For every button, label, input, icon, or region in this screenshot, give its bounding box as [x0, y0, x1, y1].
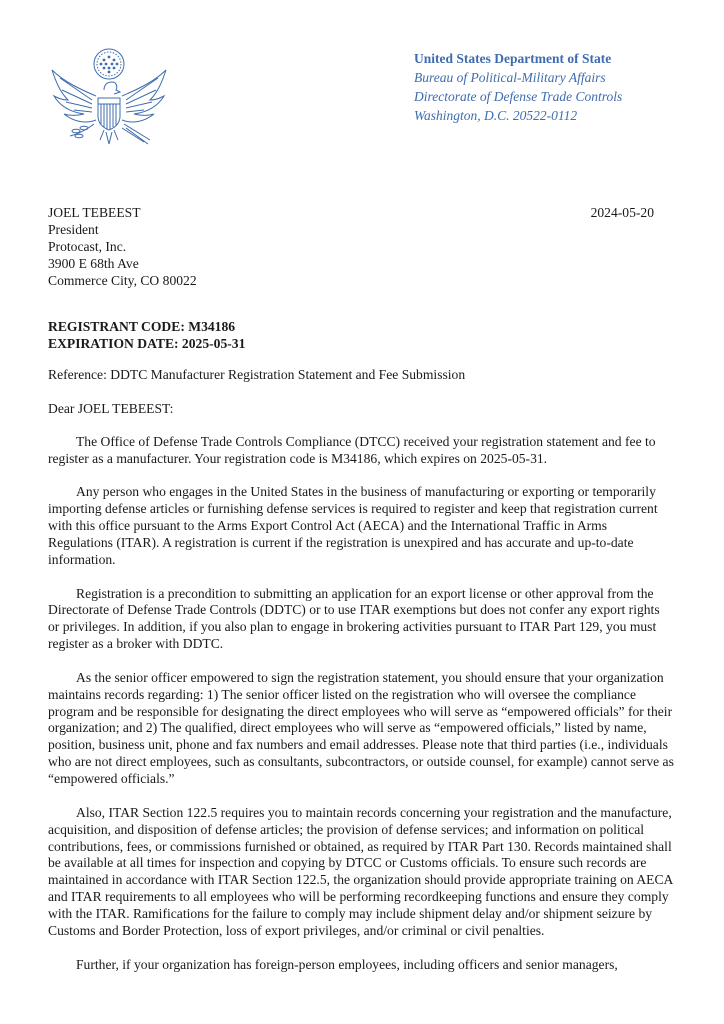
letterhead: [414, 49, 622, 125]
body-paragraph: Also, ITAR Section 122.5 requires you to maintain records concerning your registration and the manufacture, acquisition, and disposition of defense articles; the provision of defense services; and information on political contributions, fees, or commissions furnished or obtained, as required by ITAR Part 130. Records maintained shall be available at all times for inspection and copying by DTCC or Customs officials. To ensure such records are maintained in accordance with ITAR Section 122.5, the organization should provide appropriate training on AECA and ITAR requirements to all employees who will be performing recordkeeping functions and ensure they comply with the ITAR. Ramifications for the failure to comply may include shipment delay and/or shipment seizure by Customs and Border Protection, loss of export privileges, and/or criminal or civil penalties.: [48, 804, 673, 939]
body-paragraph: Any person who engages in the United States in the business of manufacturing or exporting or temporarily importing defense articles or furnishing defense services is required to register and keep that registration current with this office pursuant to the Arms Export Control Act (AECA) and the International Traffic in Arms Regulations (ITAR). A registration is current if the registration is unexpired and has accurate and up-to-date information.: [48, 484, 658, 568]
recipient-title: President: [48, 222, 99, 237]
letter-body: [48, 367, 674, 990]
letter-date: 2024-05-20: [590, 205, 654, 220]
recipient-city: Commerce City, CO 80022: [48, 273, 197, 288]
registrant-code: REGISTRANT CODE: M34186: [48, 319, 236, 334]
great-seal-eagle-icon: [46, 44, 172, 148]
body-paragraph: The Office of Defense Trade Controls Compliance (DTCC) received your registration statement and fee to register as a manufacturer. Your registration code is M34186, which expires on 2025-05-31.: [48, 434, 656, 466]
letterhead-directorate: Directorate of Defense Trade Controls: [414, 89, 623, 104]
registration-codes: [48, 318, 245, 352]
recipient-name: JOEL TEBEEST: [48, 205, 141, 220]
letterhead-city: Washington, D.C. 20522-0112: [414, 108, 578, 123]
body-paragraph: As the senior officer empowered to sign the registration statement, you should ensure that your organization maintains records regarding: 1) The senior officer listed on the registration who will oversee the compliance program and be responsible for designating the direct employees who will serve as “empowered officials” for their organization; and 2) The qualified, direct employees who will serve as “empowered officials,” listed by name, position, business unit, phone and fax numbers and email addresses. Please note that third parties (i.e., individuals who are not direct employees, such as consultants, subcontractors, or outside counsel, for example) cannot serve as “empowered officials.”: [48, 669, 674, 787]
body-paragraph: Registration is a precondition to submitting an application for an export license or other approval from the Directorate of Defense Trade Controls (DDTC) or to use ITAR exemptions but does not confer any export rights or privileges. In addition, if you also plan to engage in brokering activities pursuant to ITAR Part 129, you must register as a broker with DDTC.: [48, 585, 660, 652]
recipient-street: 3900 E 68th Ave: [48, 256, 139, 271]
letterhead-bureau: Bureau of Political-Military Affairs: [414, 70, 606, 85]
recipient-company: Protocast, Inc.: [48, 239, 127, 254]
reference-line: Reference: DDTC Manufacturer Registration Statement and Fee Submission: [48, 367, 466, 382]
body-paragraph: Further, if your organization has foreign-person employees, including officers and senior managers,: [76, 956, 618, 972]
recipient-address: [48, 204, 197, 289]
expiration-date: EXPIRATION DATE: 2025-05-31: [48, 336, 246, 351]
salutation: Dear JOEL TEBEEST:: [48, 400, 174, 416]
letterhead-department: United States Department of State: [414, 51, 612, 66]
